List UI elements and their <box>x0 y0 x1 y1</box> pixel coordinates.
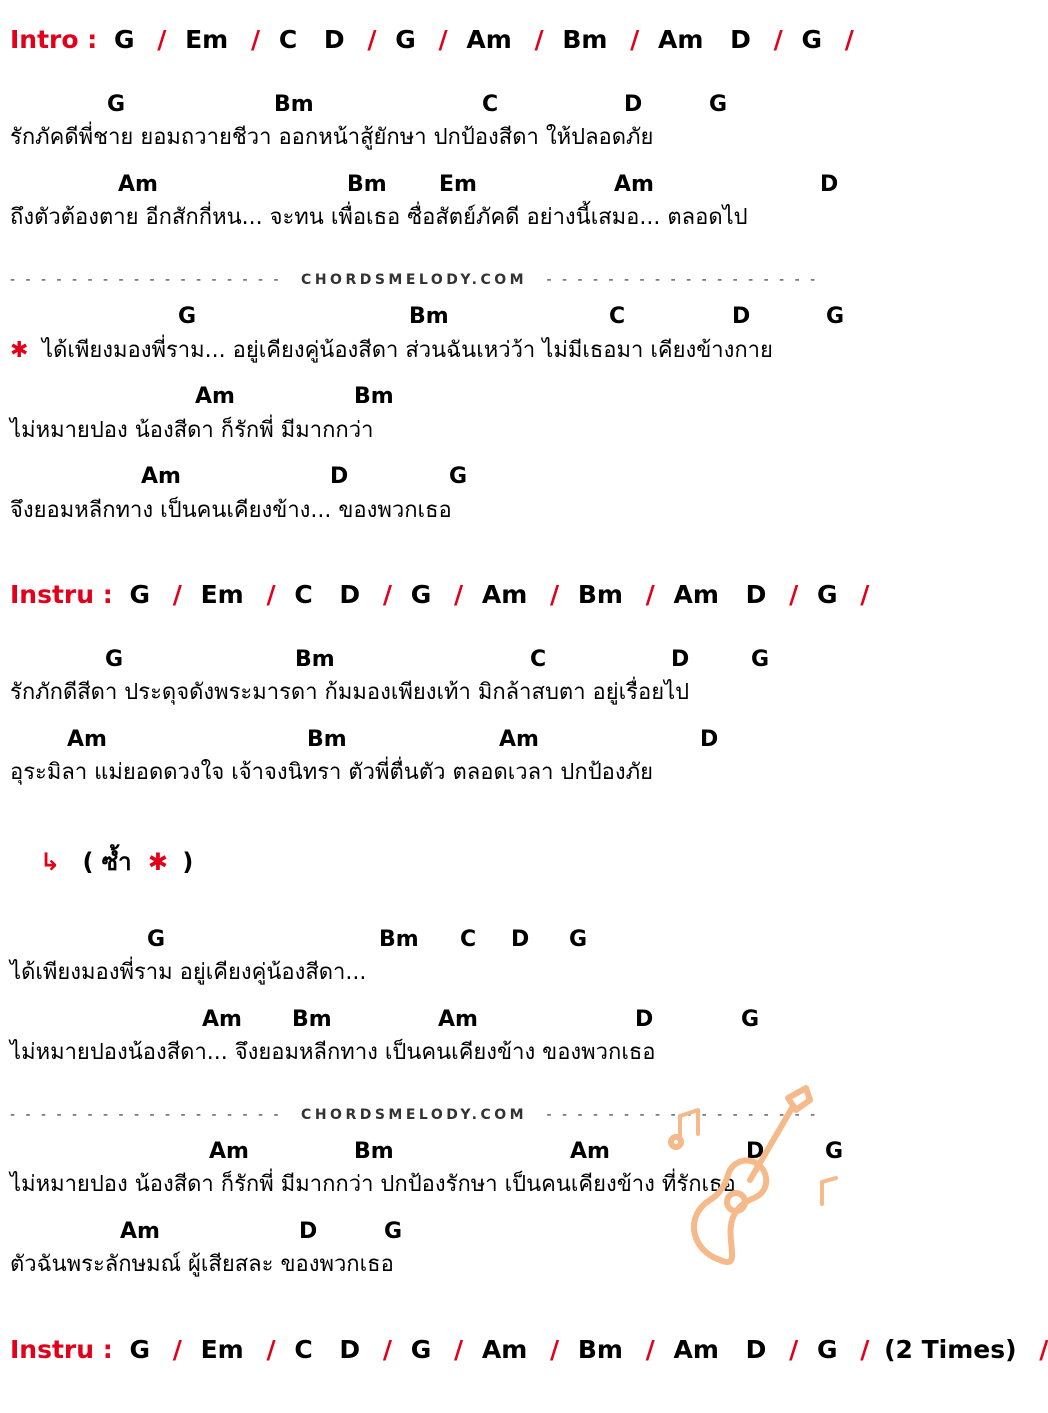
chord: Am <box>141 464 181 489</box>
chord: D <box>671 647 690 672</box>
chord: Bm <box>354 1139 394 1164</box>
chord: D <box>635 1007 654 1032</box>
bar-separator: / <box>367 25 377 54</box>
bar-separator: / <box>382 580 393 609</box>
chord: G <box>105 647 124 672</box>
lyric-line: ตัวฉันพระลักษมณ์ ผู้เสียสละ ของพวกเธอ <box>10 1252 394 1277</box>
chord: D <box>730 25 751 54</box>
chord: D <box>820 172 839 197</box>
chord: G <box>741 1007 760 1032</box>
bar-separator: / <box>250 25 261 54</box>
bar-separator: / <box>860 1335 870 1364</box>
guitar-icon <box>671 1088 836 1262</box>
chord: Am <box>481 1335 528 1364</box>
chord: Em <box>439 172 477 197</box>
chord: Bm <box>577 580 623 609</box>
chord: D <box>339 580 361 609</box>
chord: Am <box>195 384 235 409</box>
chord: Em <box>185 25 229 54</box>
chord: Am <box>614 172 654 197</box>
repeat-count: (2 Times) <box>884 1335 1017 1364</box>
chord: G <box>384 1219 403 1244</box>
chord: Am <box>499 727 539 752</box>
chord: D <box>299 1219 318 1244</box>
lyric-line: ได้เพียงมองพี่ราม อยู่เคียงคู่น้องสีดา... <box>10 960 367 985</box>
instru-label: Instru : <box>10 1335 113 1364</box>
bar-separator: / <box>789 580 799 609</box>
chord: D <box>511 927 530 952</box>
chord: C <box>482 92 499 117</box>
chord: D <box>700 727 719 752</box>
chord: Em <box>200 580 244 609</box>
chord: Am <box>209 1139 249 1164</box>
chord: Am <box>67 727 107 752</box>
chord: Bm <box>347 172 387 197</box>
chord: D <box>330 464 349 489</box>
chord: C <box>294 1335 313 1364</box>
site-name: CHORDSMELODY.COM <box>301 1107 528 1123</box>
divider-dashes: - - - - - - - - - - - - - - - - - - <box>546 1107 819 1123</box>
repeat-chorus-marker <box>40 847 193 877</box>
chord: D <box>745 1335 767 1364</box>
chord: G <box>113 25 135 54</box>
lyric-line: ถึงตัวต้องตาย อีกสักกี่หน... จะทน เพื่อเธอ ซื่อสัตย์ภัคดี อย่างนี้เสมอ... ตลอดไป <box>10 205 748 230</box>
chord: G <box>825 1139 844 1164</box>
bar-separator: / <box>453 580 464 609</box>
chord: G <box>816 1335 838 1364</box>
chorus-star-icon: ✱ <box>10 338 29 363</box>
bar-separator: / <box>266 1335 276 1364</box>
bar-separator: / <box>266 580 276 609</box>
chord: D <box>624 92 643 117</box>
lyric-line: รักภักดีสีดา ประดุจดังพระมารดา ก้มมองเพียงเท้า มิกล้าสบตา อยู่เรื่อยไป <box>10 680 690 705</box>
divider-dashes: - - - - - - - - - - - - - - - - - - <box>546 272 819 288</box>
chord: Bm <box>379 927 419 952</box>
lyric-line: รักภัคดีพี่ชาย ยอมถวายชีวา ออกหน้าสู้ยักษา ปกป้องสีดา ให้ปลอดภัย <box>10 125 654 150</box>
lyric-line: ได้เพียงมองพี่ราม... อยู่เคียงคู่น้องสีดา ส่วนฉันเหว่ว้า ไม่มีเธอมา เคียงข้างกาย <box>42 338 773 363</box>
chord: G <box>129 1335 151 1364</box>
chord: Bm <box>274 92 314 117</box>
bar-separator: / <box>860 580 870 609</box>
chord: Am <box>570 1139 610 1164</box>
site-divider <box>10 271 818 289</box>
chord: D <box>339 1335 361 1364</box>
chorus-star-icon: ✱ <box>147 848 169 876</box>
bar-separator: / <box>382 1335 393 1364</box>
chord: Bm <box>562 25 608 54</box>
bar-separator: / <box>534 25 544 54</box>
lyric-line: ไม่หมายปองน้องสีดา... จึงยอมหลีกทาง เป็นคนเคียงข้าง ของพวกเธอ <box>10 1040 656 1065</box>
chord: Am <box>658 25 704 54</box>
chord: G <box>751 647 770 672</box>
chord: D <box>746 1139 765 1164</box>
chord: C <box>609 304 626 329</box>
bar-separator: / <box>549 580 560 609</box>
chord: G <box>410 1335 432 1364</box>
bar-separator: / <box>844 25 854 54</box>
chord: G <box>395 25 416 54</box>
chord: G <box>709 92 728 117</box>
chord: G <box>816 580 838 609</box>
chord: D <box>732 304 751 329</box>
watermark-logo <box>560 980 960 1360</box>
bar-separator: / <box>172 580 182 609</box>
chord: C <box>460 927 477 952</box>
lyric-line: ไม่หมายปอง น้องสีดา ก็รักพี่ มีมากกว่า ปกป้องรักษา เป็นคนเคียงข้าง ที่รักเธอ <box>10 1172 736 1197</box>
chord: Bm <box>292 1007 332 1032</box>
instru-line <box>10 580 869 610</box>
chord: Bm <box>577 1335 623 1364</box>
chord: G <box>449 464 468 489</box>
chord: G <box>129 580 151 609</box>
chord: Am <box>202 1007 242 1032</box>
return-arrow-icon: ↳ <box>40 848 61 876</box>
bar-separator: / <box>773 25 783 54</box>
bar-separator: / <box>549 1335 560 1364</box>
chord: D <box>323 25 345 54</box>
bar-separator: / <box>789 1335 799 1364</box>
divider-dashes: - - - - - - - - - - - - - - - - - - <box>10 1107 282 1123</box>
chord: C <box>278 25 298 54</box>
divider-dashes: - - - - - - - - - - - - - - - - - - <box>10 272 282 288</box>
lyric-line: จึงยอมหลีกทาง เป็นคนเคียงข้าง... ของพวกเธอ <box>10 498 452 523</box>
chord: C <box>294 580 313 609</box>
lyric-line: ไม่หมายปอง น้องสีดา ก็รักพี่ มีมากกว่า <box>10 418 374 443</box>
intro-label: Intro : <box>10 25 98 54</box>
chord: Em <box>200 1335 244 1364</box>
bar-separator: / <box>1039 1335 1048 1364</box>
lyric-line: อุระมิลา แม่ยอดดวงใจ เจ้าจงนิทรา ตัวพี่ตื่นตัว ตลอดเวลา ปกป้องภัย <box>10 760 654 785</box>
repeat-close: ) <box>182 848 194 876</box>
chord: Am <box>673 580 719 609</box>
bar-separator: / <box>172 1335 182 1364</box>
repeat-label: ( ซ้ำ <box>82 848 132 876</box>
bar-separator: / <box>645 1335 655 1364</box>
bar-separator: / <box>157 25 167 54</box>
chord: C <box>530 647 547 672</box>
chord: Bm <box>354 384 394 409</box>
chord: Am <box>120 1219 160 1244</box>
bar-separator: / <box>438 25 448 54</box>
site-name: CHORDSMELODY.COM <box>301 272 528 288</box>
chord: Am <box>673 1335 719 1364</box>
chord: Am <box>118 172 158 197</box>
chord: G <box>569 927 588 952</box>
chord: Bm <box>307 727 347 752</box>
chord: G <box>410 580 432 609</box>
chord: G <box>178 304 197 329</box>
chord: Am <box>466 25 512 54</box>
chord: Am <box>481 580 528 609</box>
chord: G <box>801 25 823 54</box>
chord: Bm <box>409 304 449 329</box>
chord: Am <box>438 1007 478 1032</box>
bar-separator: / <box>453 1335 464 1364</box>
chord: Bm <box>295 647 335 672</box>
chord: G <box>107 92 126 117</box>
chord: G <box>826 304 845 329</box>
bar-separator: / <box>630 25 640 54</box>
chord: D <box>745 580 767 609</box>
bar-separator: / <box>645 580 655 609</box>
instru-label: Instru : <box>10 580 113 609</box>
chord: G <box>147 927 166 952</box>
intro-line <box>10 25 854 55</box>
